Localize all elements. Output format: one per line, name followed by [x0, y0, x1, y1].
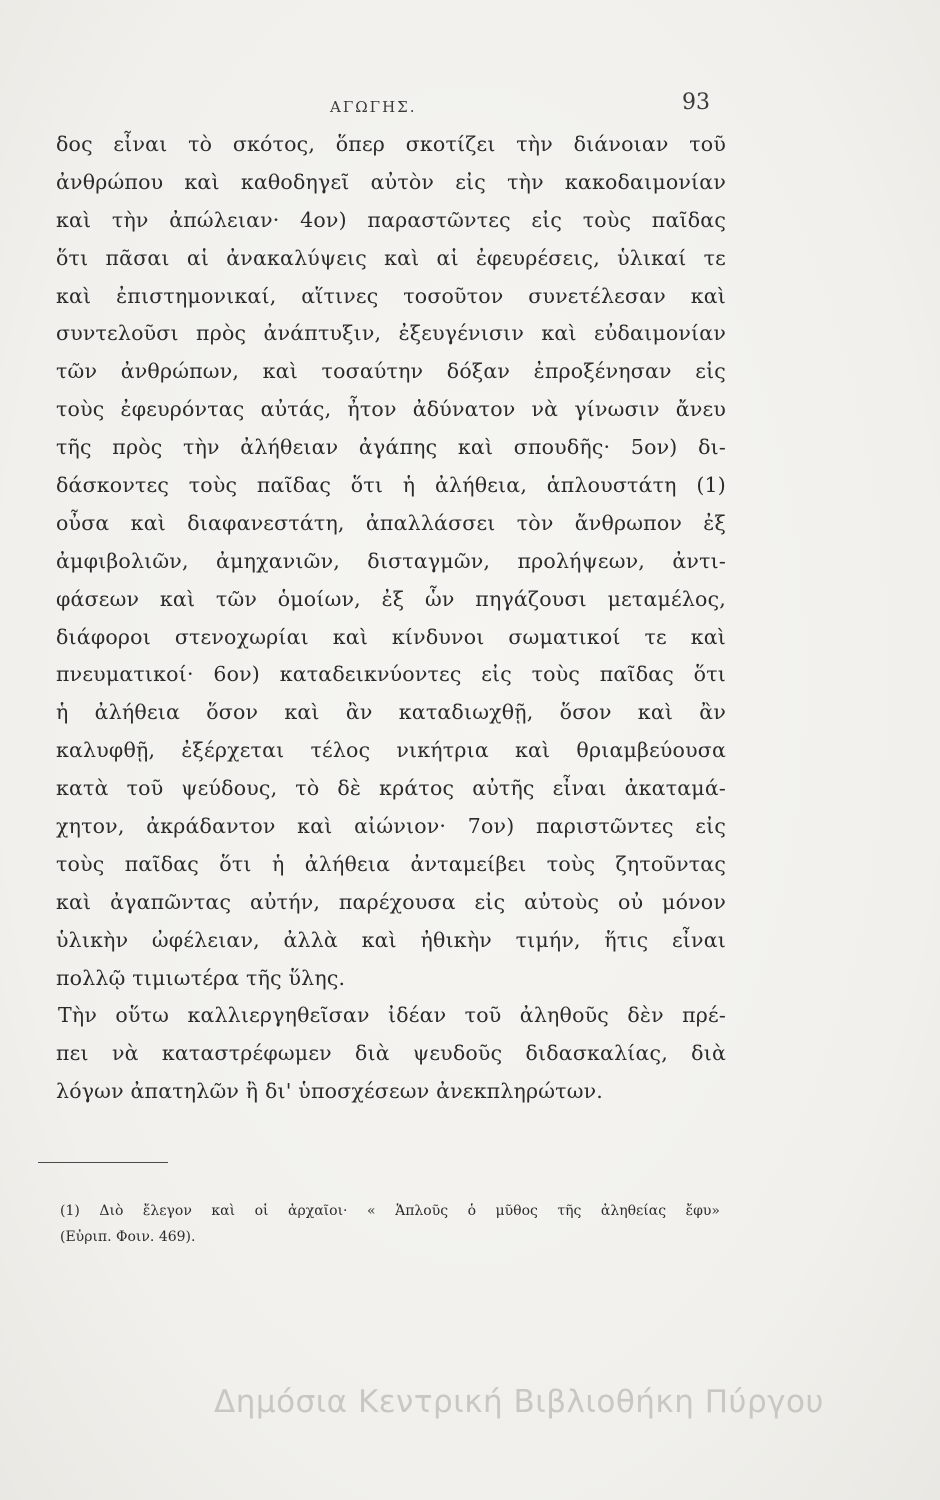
body-text — [56, 126, 726, 1111]
text-line: δάσκοντες τοὺς παῖδας ὅτι ἡ ἀλήθεια, ἁπλουστάτη (1) — [56, 473, 726, 498]
text-line: καὶ τὴν ἀπώλειαν· 4ον) παραστῶντες εἰς τοὺς παῖδας — [56, 207, 726, 232]
text-line: τῶν ἀνθρώπων, καὶ τοσαύτην δόξαν ἐπροξένησαν εἰς — [56, 359, 726, 384]
footnote — [60, 1198, 720, 1250]
text-line: ὅτι πᾶσαι αἱ ἀνακαλύψεις καὶ αἱ ἐφευρέσεις, ὑλικαί τε — [56, 245, 726, 270]
paragraph-end-line: πολλῷ τιμιωτέρα τῆς ὕλης. — [56, 965, 346, 990]
text-line: πνευματικοί· 6ον) καταδεικνύοντες εἰς τοὺς παῖδας ὅτι — [56, 662, 726, 687]
text-line: διάφοροι στενοχωρίαι καὶ κίνδυνοι σωματικοί τε καὶ — [56, 624, 726, 649]
text-line: ἀμφιβολιῶν, ἀμηχανιῶν, δισταγμῶν, προλήψεων, ἀντι- — [56, 548, 726, 573]
text-line: Τὴν οὕτω καλλιεργηθεῖσαν ἰδέαν τοῦ ἀληθοῦς δὲν πρέ- — [58, 1003, 726, 1028]
text-line: καὶ ἐπιστημονικαί, αἵτινες τοσοῦτον συνετέλεσαν καὶ — [56, 283, 726, 308]
text-line: καλυφθῇ, ἐξέρχεται τέλος νικήτρια καὶ θριαμβεύουσα — [56, 738, 726, 763]
footnote-divider — [38, 1162, 168, 1163]
text-line: πει νὰ καταστρέφωμεν διὰ ψευδοῦς διδασκαλίας, διὰ — [56, 1041, 726, 1066]
text-line: ἡ ἀλήθεια ὅσον καὶ ἂν καταδιωχθῇ, ὅσον καὶ ἂν — [56, 700, 726, 725]
page-number: 93 — [682, 90, 710, 115]
text-line: χητον, ἀκράδαντον καὶ αἰώνιον· 7ον) παριστῶντες εἰς — [56, 814, 726, 839]
text-line: ὑλικὴν ὠφέλειαν, ἀλλὰ καὶ ἠθικὴν τιμήν, ἥτις εἶναι — [56, 927, 726, 952]
text-line: δος εἶναι τὸ σκότος, ὅπερ σκοτίζει τὴν διάνοιαν τοῦ — [56, 132, 726, 156]
text-line: κατὰ τοῦ ψεύδους, τὸ δὲ κράτος αὐτῆς εἶναι ἀκαταμά- — [56, 776, 726, 801]
text-line: τοὺς παῖδας ὅτι ἡ ἀλήθεια ἀνταμείβει τοὺς ζητοῦντας — [56, 851, 726, 876]
paragraph-end-line: λόγων ἀπατηλῶν ἢ δι' ὑποσχέσεων ἀνεκπληρώτων. — [56, 1079, 603, 1104]
running-head: ΑΓΩΓΗΣ. — [330, 98, 417, 116]
text-line: οὖσα καὶ διαφανεστάτη, ἀπαλλάσσει τὸν ἄνθρωπον ἐξ — [56, 510, 726, 535]
footnote-line: (Εὐριπ. Φοιν. 469). — [60, 1229, 196, 1245]
text-line: συντελοῦσι πρὸς ἀνάπτυξιν, ἐξευγένισιν καὶ εὐδαιμονίαν — [56, 321, 726, 346]
library-watermark: Δημόσια Κεντρική Βιβλιοθήκη Πύργου — [214, 1384, 824, 1420]
text-line: καὶ ἀγαπῶντας αὐτήν, παρέχουσα εἰς αὐτοὺς οὐ μόνον — [56, 889, 726, 914]
text-line: ἀνθρώπου καὶ καθοδηγεῖ αὐτὸν εἰς τὴν κακοδαιμονίαν — [56, 169, 726, 194]
text-line: τοὺς ἐφευρόντας αὐτάς, ἦτον ἀδύνατον νὰ γίνωσιν ἄνευ — [56, 397, 726, 422]
text-line: τῆς πρὸς τὴν ἀλήθειαν ἀγάπης καὶ σπουδῆς· 5ον) δι- — [56, 435, 726, 460]
text-line: φάσεων καὶ τῶν ὁμοίων, ἐξ ὧν πηγάζουσι μεταμέλος, — [56, 586, 726, 611]
footnote-line: (1) Διὸ ἔλεγον καὶ οἱ ἀρχαῖοι· « Ἁπλοῦς ὁ μῦθος τῆς ἀληθείας ἔφυ» — [60, 1203, 720, 1219]
